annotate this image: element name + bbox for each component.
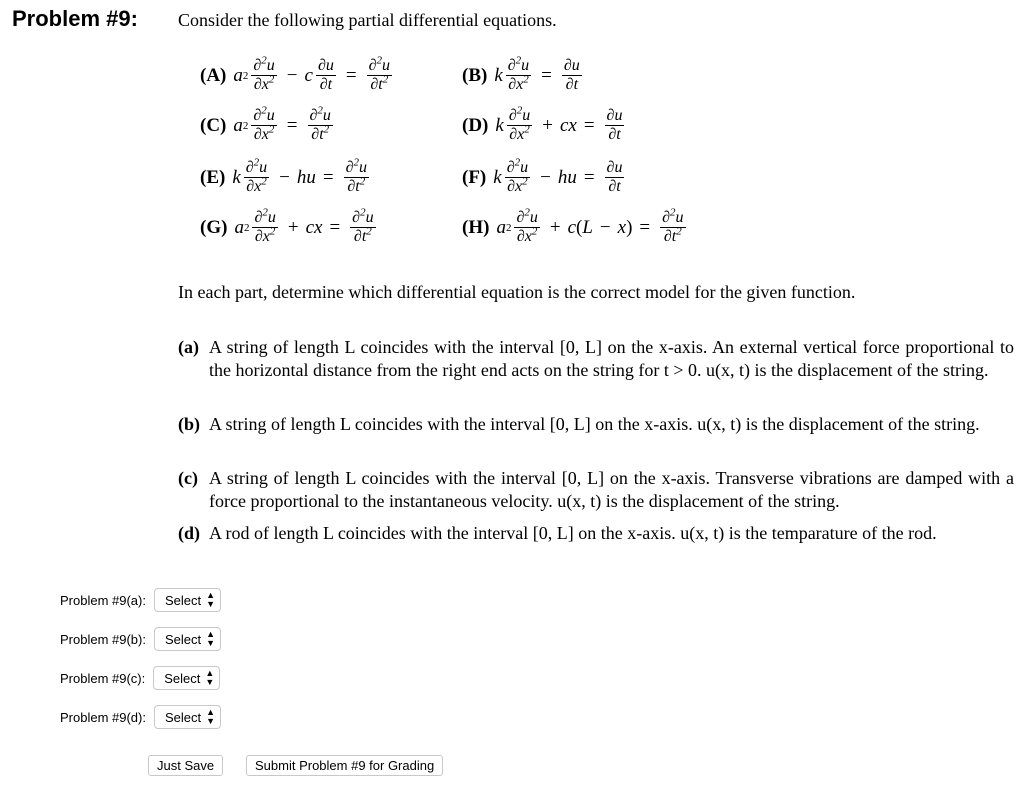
part-text: A string of length L coincides with the interval [0, L] on the x-axis. Transverse vibrations are damped with a force proportional to the instantaneous velocity. u(x, t) is the displacement of the string.: [209, 468, 1014, 511]
answer-row-a: [60, 588, 221, 612]
answer-label: Problem #9(c):: [60, 670, 146, 686]
equation-g: (G) a 2 $\frac{\partial^2u}{\partial x^2}$ + cx = $\frac{\partial^2u}{\partial t^2}$: [200, 206, 374, 245]
part-label: (d): [178, 523, 200, 543]
answer-label: Problem #9(b):: [60, 631, 146, 647]
equation-b: (B) k $\frac{\partial^2u}{\partial x^2}$ = $\frac{\partial u}{\partial t}$: [462, 54, 580, 93]
problem-intro: Consider the following partial differential equations.: [178, 10, 557, 30]
submit-button[interactable]: Submit Problem #9 for Grading: [246, 755, 443, 776]
part-label: (b): [178, 414, 200, 434]
equation-f: (F) k $\frac{\partial^2u}{\partial x^2}$ − hu = $\frac{\partial u}{\partial t}$: [462, 156, 623, 195]
equation-label: (A): [200, 64, 227, 86]
equation-e: (E) k $\frac{\partial^2u}{\partial x^2}$ − hu = $\frac{\partial^2u}{\partial t^2}$: [200, 156, 368, 195]
equation-label: (G): [200, 216, 228, 238]
equation-a: (A) a 2 $\frac{\partial^2u}{\partial x^2}$ − c $\frac{\partial u}{\partial t}$ = $\frac{\partial^2u}{\partial t^2}$: [200, 54, 390, 93]
equation-label: (E): [200, 166, 226, 188]
answer-label: Problem #9(a):: [60, 592, 146, 608]
answer-label: Problem #9(d):: [60, 709, 146, 725]
updown-arrow-icon: ▲ ▼: [206, 707, 216, 726]
part-a: [178, 336, 1014, 382]
equation-h: (H) a 2 $\frac{\partial^2u}{\partial x^2}$ + c ( L − x ) = $\frac{\partial^2u}{\partial t^2}$: [462, 206, 684, 245]
just-save-button[interactable]: Just Save: [148, 755, 223, 776]
answer-select-c[interactable]: Select ▲ ▼: [153, 666, 220, 690]
part-b: [178, 413, 1014, 436]
equation-label: (C): [200, 114, 227, 136]
equation-label: (B): [462, 64, 488, 86]
equation-label: (F): [462, 166, 487, 188]
equation-label: (D): [462, 114, 489, 136]
question-prompt: In each part, determine which differential equation is the correct model for the given function.: [178, 282, 856, 302]
answer-row-d: [60, 705, 221, 729]
answer-row-c: [60, 666, 220, 690]
part-text: A string of length L coincides with the interval [0, L] on the x-axis. An external vertical force proportional to the horizontal distance from the right end acts on the string for t > 0. u(x, t) is the displacement of the string.: [209, 337, 1014, 380]
answer-select-d[interactable]: Select ▲ ▼: [154, 705, 221, 729]
updown-arrow-icon: ▲ ▼: [206, 590, 216, 609]
problem-title: Problem #9:: [12, 6, 138, 31]
updown-arrow-icon: ▲ ▼: [205, 668, 215, 687]
answer-select-b[interactable]: Select ▲ ▼: [154, 627, 221, 651]
equation-c: (C) a 2 $\frac{\partial^2u}{\partial x^2}$ = $\frac{\partial^2u}{\partial t^2}$: [200, 104, 331, 143]
part-d: [178, 522, 1014, 545]
equation-label: (H): [462, 216, 490, 238]
updown-arrow-icon: ▲ ▼: [206, 629, 216, 648]
answer-select-a[interactable]: Select ▲ ▼: [154, 588, 221, 612]
answer-row-b: [60, 627, 221, 651]
equation-d: (D) k $\frac{\partial^2u}{\partial x^2}$ + cx = $\frac{\partial u}{\partial t}$: [462, 104, 623, 143]
part-c: [178, 467, 1014, 513]
part-label: (a): [178, 337, 199, 357]
part-text: A rod of length L coincides with the interval [0, L] on the x-axis. u(x, t) is the temparature of the rod.: [209, 523, 937, 543]
part-label: (c): [178, 468, 198, 488]
part-text: A string of length L coincides with the interval [0, L] on the x-axis. u(x, t) is the displacement of the string.: [209, 414, 980, 434]
